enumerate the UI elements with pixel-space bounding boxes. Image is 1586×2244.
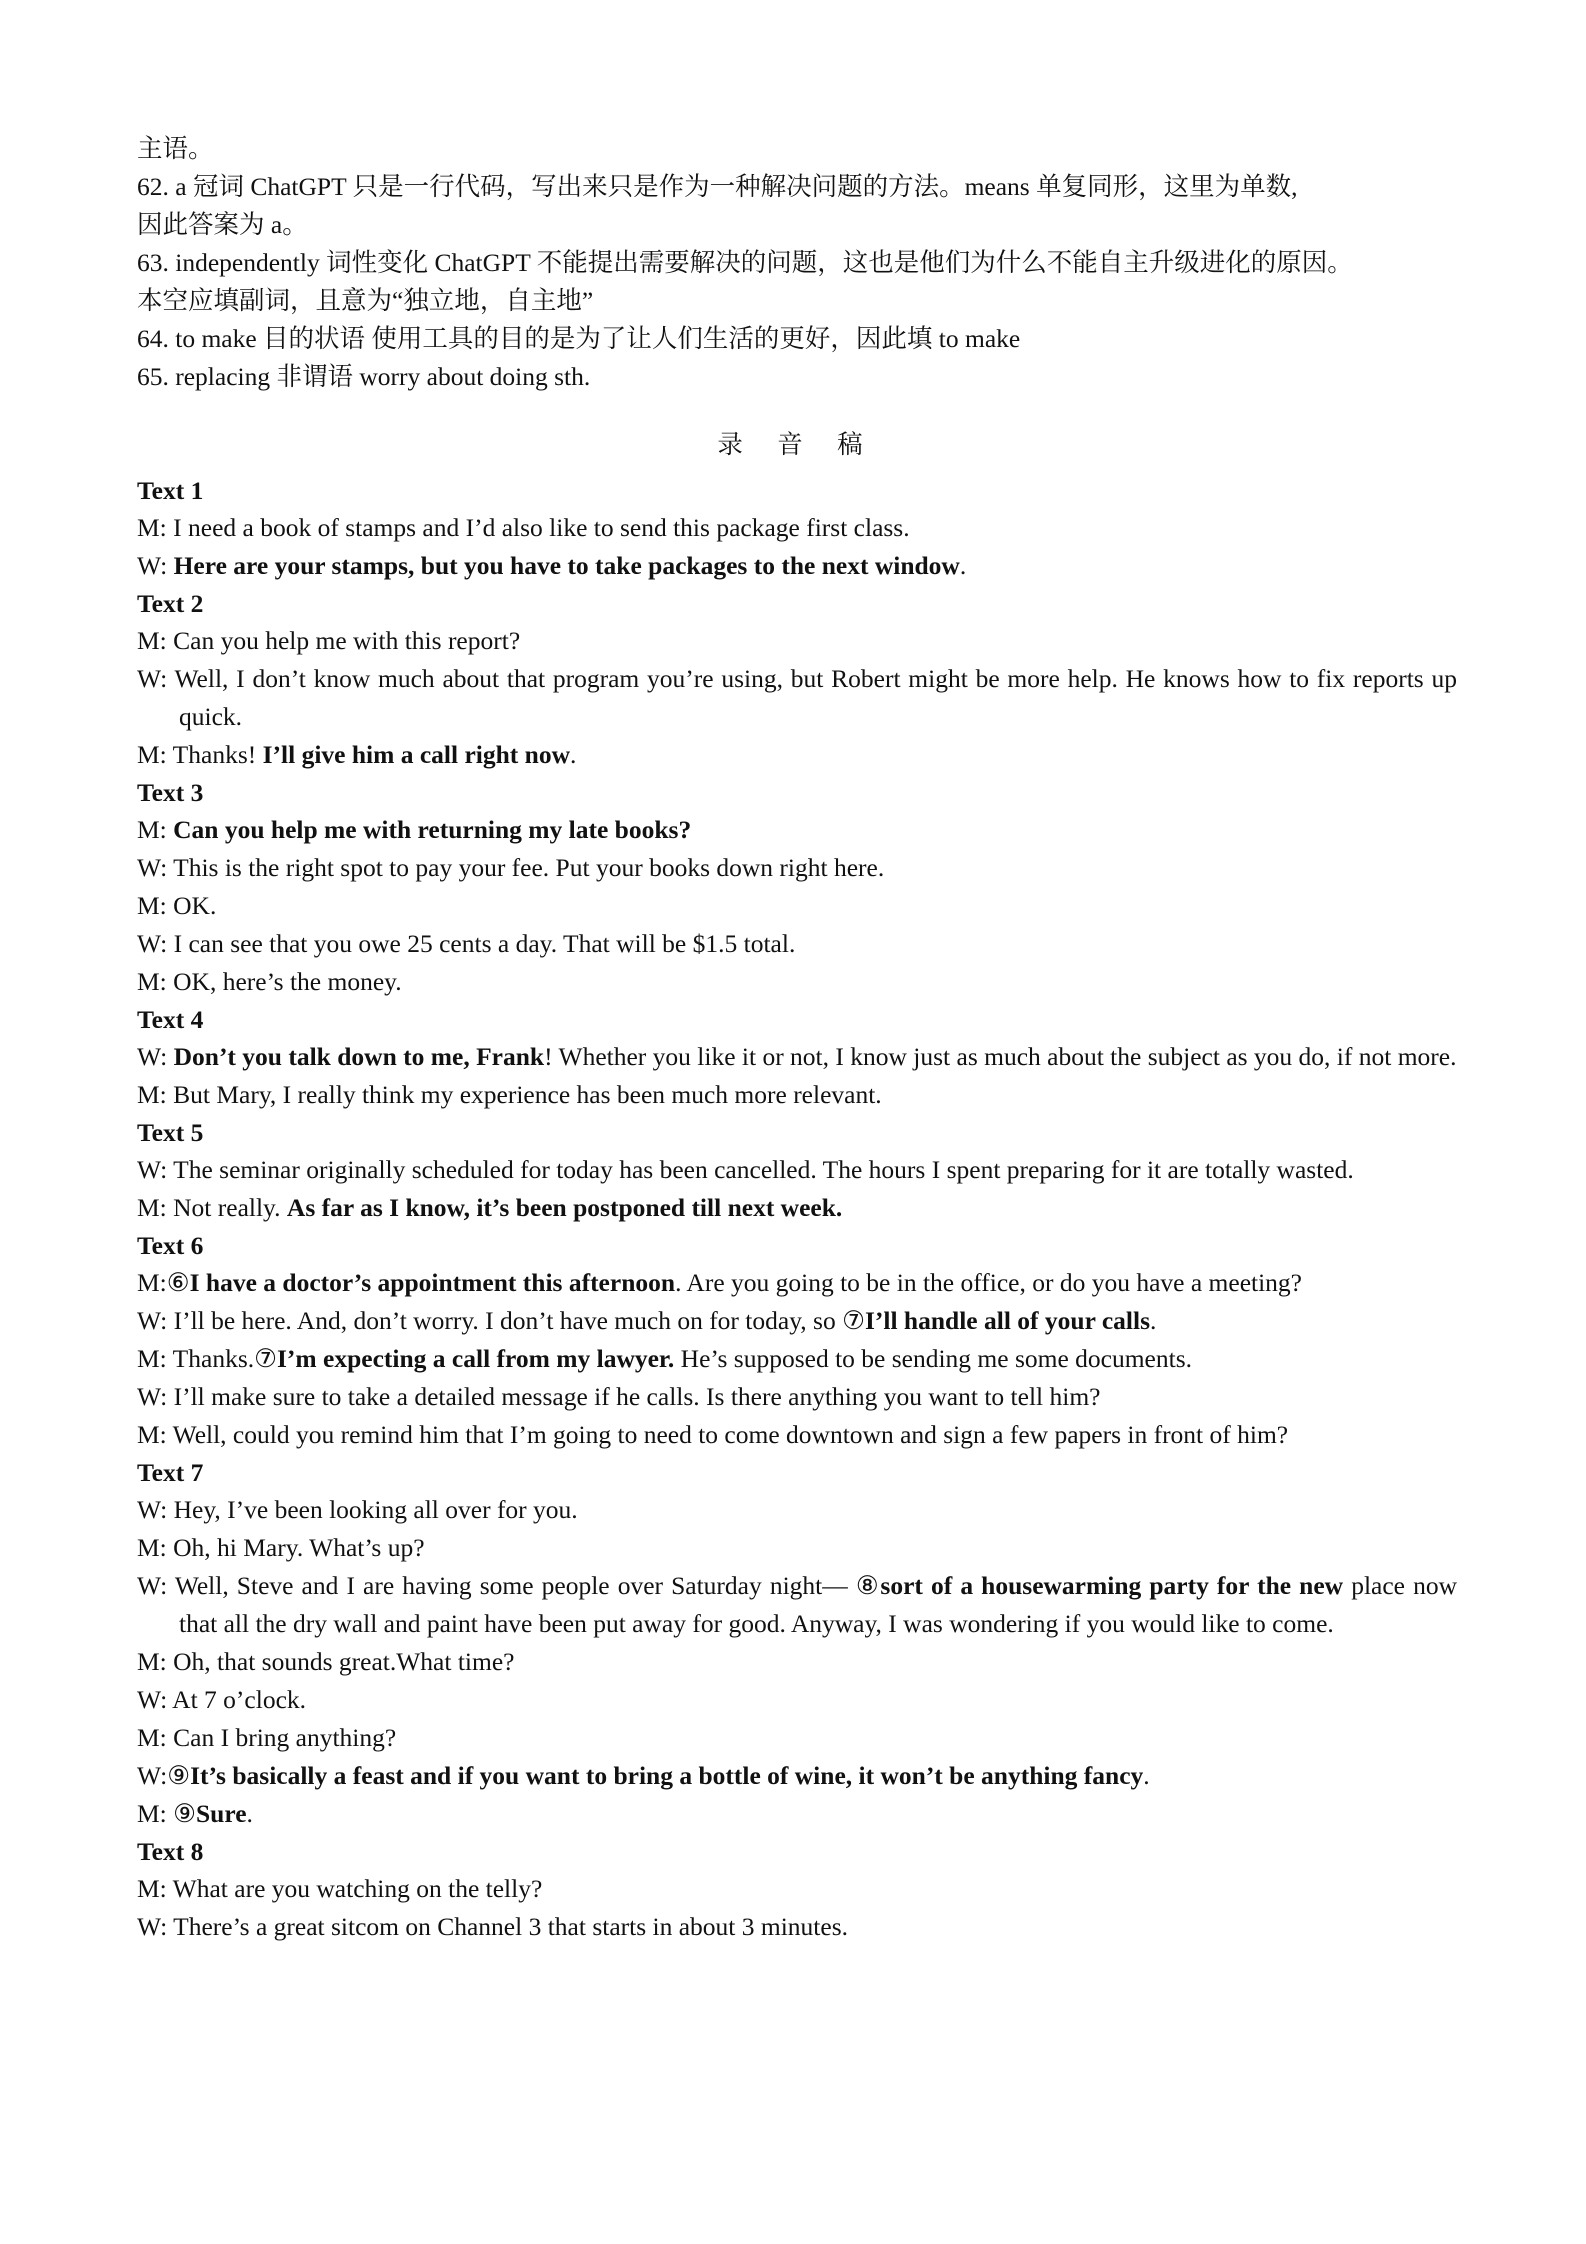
answer-62-line-1: 62. a 冠词 ChatGPT 只是一行代码，写出来只是作为一种解决问题的方法。means 单复同形，这里为单数,	[137, 172, 1298, 201]
dialogue-line	[137, 1302, 1457, 1340]
text-4-heading: Text 4	[137, 1005, 204, 1034]
speaker: M:	[137, 815, 174, 844]
speaker: W:⑨	[137, 1761, 191, 1790]
key-phrase: Here are your stamps, but you have to take packages to the next window	[173, 551, 960, 580]
dialogue-line	[137, 1795, 1457, 1833]
dialogue-line: M: But Mary, I really think my experience has been much more relevant.	[137, 1080, 882, 1109]
key-phrase: I’m expecting a call from my lawyer.	[276, 1344, 675, 1373]
answer-63-line-2: 本空应填副词，且意为“独立地，自主地”	[137, 286, 594, 315]
text-7-heading: Text 7	[137, 1458, 204, 1487]
line-rest: place now that all the dry wall and paint have been put away for good. Anyway, I was wondering if you would like to come.	[179, 1571, 1457, 1638]
text-1-heading: Text 1	[137, 476, 204, 505]
dialogue-line: W: At 7 o’clock.	[137, 1685, 307, 1714]
dialogue-line: M: Well, could you remind him that I’m going to need to come downtown and sign a few papers in front of him?	[137, 1420, 1289, 1449]
line-start: W: I’ll be here. And, don’t worry. I don’t have much on for today, so ⑦	[137, 1306, 865, 1335]
key-phrase: I’ll handle all of your calls	[864, 1306, 1150, 1335]
dialogue-line	[137, 736, 1457, 774]
key-phrase: I have a doctor’s appointment this afternoon	[189, 1268, 676, 1297]
line-rest: . Are you going to be in the office, or do you have a meeting?	[675, 1268, 1303, 1297]
dialogue-line	[137, 1264, 1457, 1302]
speaker: M:⑥	[137, 1268, 190, 1297]
dialogue-line	[137, 1189, 1457, 1227]
dialogue-line: M: What are you watching on the telly?	[137, 1874, 543, 1903]
key-phrase: It’s basically a feast and if you want to bring a bottle of wine, it won’t be anything fancy	[190, 1761, 1144, 1790]
dialogue-line	[137, 547, 1457, 585]
key-phrase: I’ll give him a call right now	[262, 740, 571, 769]
key-phrase: As far as I know, it’s been postponed till next week.	[286, 1193, 843, 1222]
text-5-heading: Text 5	[137, 1118, 204, 1147]
line-end: .	[959, 551, 967, 580]
text-8-heading: Text 8	[137, 1837, 204, 1866]
dialogue-line: M: I need a book of stamps and I’d also like to send this package first class.	[137, 513, 910, 542]
text-6-heading: Text 6	[137, 1231, 204, 1260]
answer-64: 64. to make 目的状语 使用工具的目的是为了让人们生活的更好，因此填 to make	[137, 324, 1021, 353]
dialogue-line: M: OK.	[137, 891, 217, 920]
dialogue-line	[137, 1038, 1457, 1076]
dialogue-line: W: I can see that you owe 25 cents a day. That will be $1.5 total.	[137, 929, 796, 958]
dialogue-line: W: I’ll make sure to take a detailed message if he calls. Is there anything you want to tell him?	[137, 1382, 1101, 1411]
dialogue-line	[137, 1340, 1457, 1378]
answer-65: 65. replacing 非谓语 worry about doing sth.	[137, 362, 591, 391]
dialogue-line	[137, 811, 1457, 849]
dialogue-line: M: Oh, hi Mary. What’s up?	[137, 1533, 425, 1562]
answer-62-line-2: 因此答案为 a。	[137, 210, 308, 239]
key-phrase: Can you help me with returning my late books?	[173, 815, 692, 844]
dialogue-line: W: The seminar originally scheduled for today has been cancelled. The hours I spent preparing for it are totally wasted.	[137, 1155, 1354, 1184]
line-end: .	[1143, 1761, 1150, 1790]
dialogue-line: W: Hey, I’ve been looking all over for you.	[137, 1495, 578, 1524]
line-end: .	[246, 1799, 253, 1828]
dialogue-line: M: Can you help me with this report?	[137, 626, 521, 655]
key-phrase: Don’t you talk down to me, Frank	[173, 1042, 545, 1071]
line-start: W: Well, Steve and I are having some people over Saturday night— ⑧	[137, 1571, 881, 1600]
transcript-title: 录 音 稿	[717, 430, 877, 459]
line-rest: ! Whether you like it or not, I know just as much about the subject as you do, if not more.	[544, 1042, 1457, 1071]
speaker: M: Thanks!	[137, 740, 263, 769]
line-rest: He’s supposed to be sending me some documents.	[674, 1344, 1193, 1373]
text-2-heading: Text 2	[137, 589, 204, 618]
speaker: W:	[137, 551, 174, 580]
text-3-heading: Text 3	[137, 778, 204, 807]
dialogue-line	[137, 1757, 1457, 1795]
dialogue-line: M: Oh, that sounds great.What time?	[137, 1647, 515, 1676]
dialogue-line: W: Well, I don’t know much about that program you’re using, but Robert might be more help. He knows how to fix reports up quick.	[137, 664, 1457, 731]
dialogue-line: W: This is the right spot to pay your fee. Put your books down right here.	[137, 853, 885, 882]
dialogue-line: M: OK, here’s the money.	[137, 967, 402, 996]
answer-line: 主语。	[137, 134, 214, 163]
key-phrase: sort of a housewarming party for the new	[880, 1571, 1344, 1600]
answer-63-line-1: 63. independently 词性变化 ChatGPT 不能提出需要解决的问题，这也是他们为什么不能自主升级进化的原因。	[137, 248, 1353, 277]
document-page	[137, 130, 1457, 1946]
line-end: .	[1150, 1306, 1157, 1335]
key-phrase: Sure	[196, 1799, 247, 1828]
speaker: M: ⑨	[137, 1799, 196, 1828]
dialogue-line: M: Can I bring anything?	[137, 1723, 397, 1752]
dialogue-line: W: There’s a great sitcom on Channel 3 that starts in about 3 minutes.	[137, 1912, 849, 1941]
line-start: M: Thanks.⑦	[137, 1344, 277, 1373]
speaker: M: Not really.	[137, 1193, 287, 1222]
dialogue-line	[137, 1567, 1457, 1643]
speaker: W:	[137, 1042, 174, 1071]
line-end: .	[570, 740, 577, 769]
